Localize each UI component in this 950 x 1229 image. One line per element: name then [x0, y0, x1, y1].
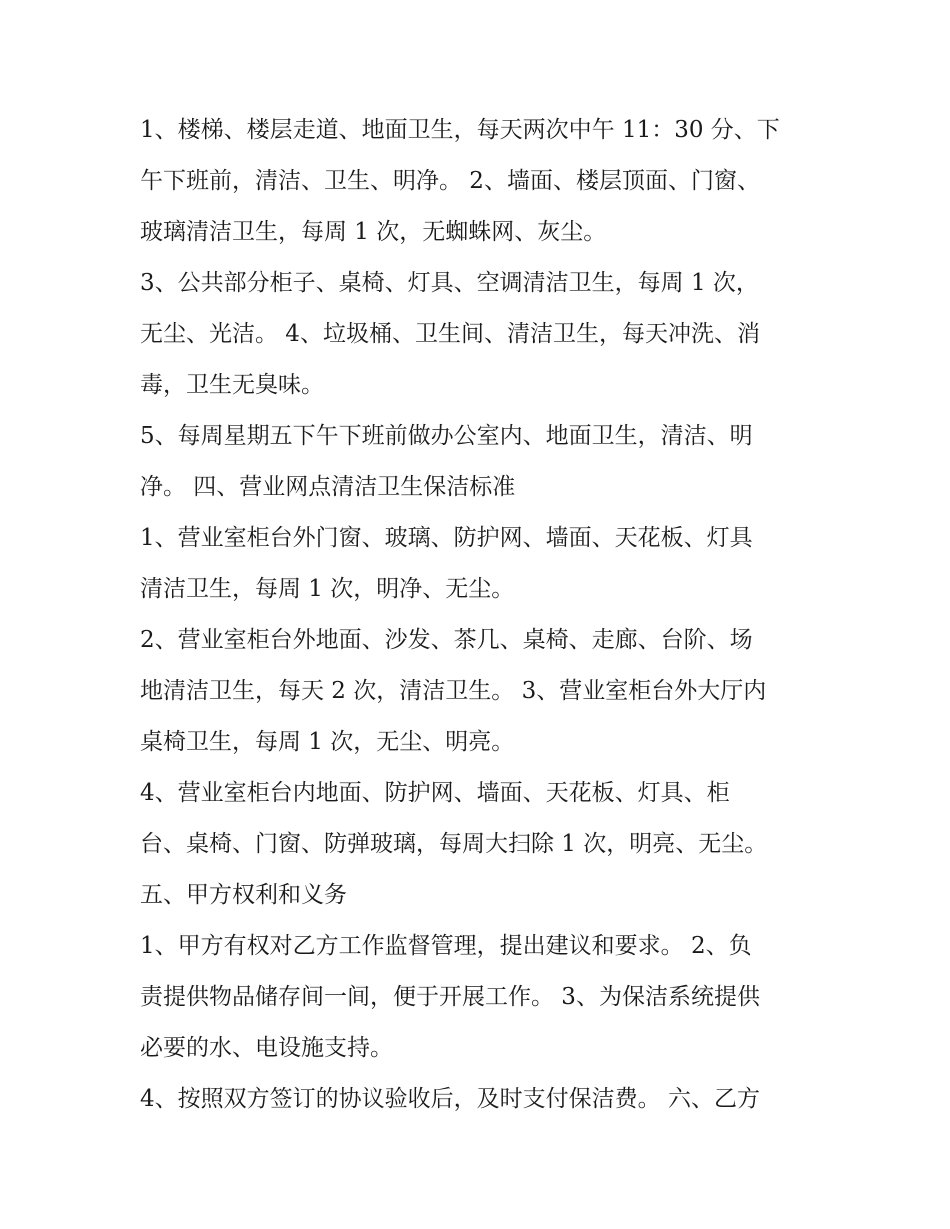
- section-heading: 五、甲方权利和义务: [140, 882, 347, 908]
- text-line: 午下班前，清洁、卫生、明净。 2、墙面、楼层顶面、门窗、: [140, 168, 760, 194]
- text-line: 清洁卫生，每周 1 次，明净、无尘。: [140, 576, 515, 602]
- text-line: 1、楼梯、楼层走道、地面卫生，每天两次中午 11：30 分、下: [140, 117, 780, 143]
- text-line: 4、按照双方签订的协议验收后，及时支付保洁费。 六、乙方: [140, 1086, 760, 1112]
- text-line: 2、营业室柜台外地面、沙发、茶几、桌椅、走廊、台阶、场: [140, 627, 753, 653]
- text-line: 责提供物品储存间一间，便于开展工作。 3、为保洁系统提供: [140, 984, 760, 1010]
- text-line: 3、公共部分柜子、桌椅、灯具、空调清洁卫生，每周 1 次，: [140, 270, 759, 296]
- text-line: 台、桌椅、门窗、防弹玻璃，每周大扫除 1 次，明亮、无尘。: [140, 831, 768, 857]
- text-line: 净。 四、营业网点清洁卫生保洁标准: [140, 474, 516, 500]
- text-line: 玻璃清洁卫生，每周 1 次，无蜘蛛网、灰尘。: [140, 219, 607, 245]
- text-line: 无尘、光洁。 4、垃圾桶、卫生间、清洁卫生，每天冲洗、消: [140, 321, 760, 347]
- text-line: 4、营业室柜台内地面、防护网、墙面、天花板、灯具、柜: [140, 780, 730, 806]
- text-line: 毒，卫生无臭味。: [140, 372, 324, 398]
- text-line: 1、营业室柜台外门窗、玻璃、防护网、墙面、天花板、灯具: [140, 525, 753, 551]
- text-line: 必要的水、电设施支持。: [140, 1035, 393, 1061]
- text-line: 1、甲方有权对乙方工作监督管理，提出建议和要求。 2、负: [140, 933, 752, 959]
- text-line: 桌椅卫生，每周 1 次，无尘、明亮。: [140, 729, 515, 755]
- text-line: 5、每周星期五下午下班前做办公室内、地面卫生，清洁、明: [140, 423, 753, 449]
- text-line: 地清洁卫生，每天 2 次，清洁卫生。 3、营业室柜台外大厅内: [140, 678, 767, 704]
- document-body: [140, 105, 820, 1125]
